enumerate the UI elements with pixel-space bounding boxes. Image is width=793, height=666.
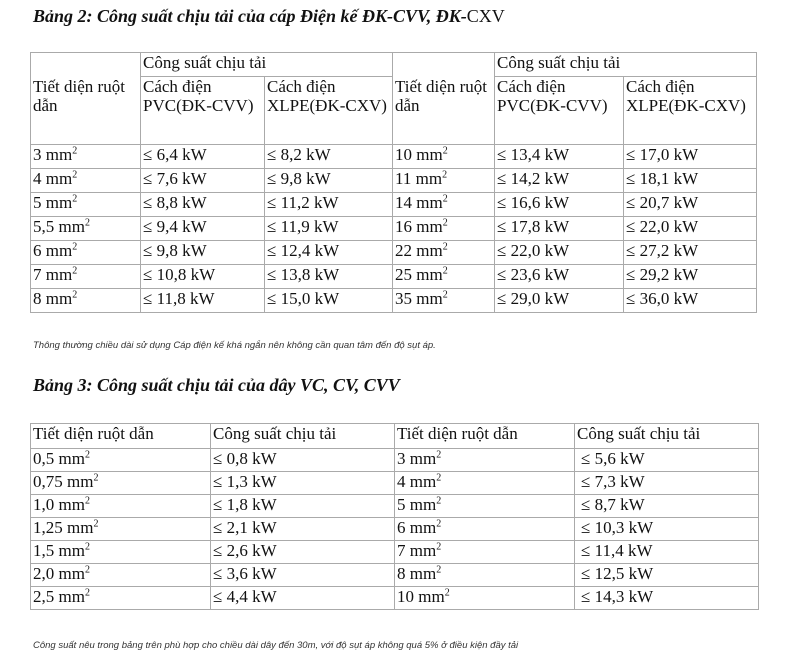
table2-xlpe-cell-left: ≤ 12,4 kW [265,241,393,265]
table2-header-xlpe-right: Cách điện XLPE(ĐK-CXV) [624,77,757,145]
table3-load-cell-right: ≤ 7,3 kW [575,472,759,495]
table3-size-cell-left-unit-exponent: 2 [84,587,90,599]
table2-xlpe-cell-right: ≤ 17,0 kW [624,145,757,169]
table2-size-cell-left [31,169,141,193]
table2-size-cell-left-value: 5,5 mm [33,217,85,236]
table2-size-cell-left-value: 4 mm [33,169,73,188]
table3-load-cell-left: ≤ 1,3 kW [211,472,395,495]
table2-xlpe-cell-left: ≤ 15,0 kW [265,289,393,313]
table3-row [31,495,759,518]
table2-pvc-cell-right: ≤ 13,4 kW [495,145,624,169]
table3-size-cell-right [395,564,575,587]
table2-size-cell-right-unit-exponent: 2 [442,289,448,301]
table3-row [31,518,759,541]
table3-size-cell-left [31,518,211,541]
table3-size-cell-left-value: 2,0 mm [33,564,85,583]
table3-load-cell-left: ≤ 1,8 kW [211,495,395,518]
table2 [30,52,757,313]
table3-load-cell-right: ≤ 14,3 kW [575,587,759,610]
table3-size-cell-left-value: 1,5 mm [33,541,85,560]
table3-row [31,472,759,495]
table2-header-pvc-right: Cách điện PVC(ĐK-CVV) [495,77,624,145]
table2-row [31,217,757,241]
table2-size-cell-right-value: 11 mm [395,169,443,188]
table3-load-cell-right: ≤ 12,5 kW [575,564,759,587]
table3-size-cell-right [395,495,575,518]
table2-header-size-left: Tiết diện ruột dẫn [31,53,141,145]
table2-size-cell-left [31,193,141,217]
table2-size-cell-right-unit-exponent: 2 [442,241,448,253]
table3-load-cell-right: ≤ 11,4 kW [575,541,759,564]
table2-size-cell-right-value: 35 mm [395,289,443,308]
table2-pvc-cell-left: ≤ 11,8 kW [141,289,265,313]
table2-size-cell-left-unit-exponent: 2 [72,145,78,157]
table3-size-cell-left [31,587,211,610]
table2-size-cell-left-value: 3 mm [33,145,73,164]
table3-size-cell-right-unit-exponent: 2 [436,564,442,576]
table2-pvc-cell-left: ≤ 9,4 kW [141,217,265,241]
table2-size-cell-right-unit-exponent: 2 [442,145,448,157]
table2-size-cell-right-unit-exponent: 2 [442,193,448,205]
table3-load-cell-right: ≤ 5,6 kW [575,449,759,472]
table3-size-cell-right [395,587,575,610]
table3-size-cell-right-unit-exponent: 2 [436,495,442,507]
table2-title [33,6,505,27]
table2-pvc-cell-right: ≤ 16,6 kW [495,193,624,217]
table2-size-cell-left-unit-exponent: 2 [84,217,90,229]
table2-size-cell-right [393,217,495,241]
table2-row [31,241,757,265]
table2-xlpe-cell-right: ≤ 29,2 kW [624,265,757,289]
table2-row [31,169,757,193]
table2-size-cell-right [393,241,495,265]
table3-title: Bảng 3: Công suất chịu tải của dây VC, CV, CVV [33,375,400,395]
table2-note: Thông thường chiều dài sử dụng Cáp điện kế khá ngắn nên không cần quan tâm đến độ sụt áp. [33,340,436,351]
table3-size-cell-left-unit-exponent: 2 [84,495,90,507]
table2-xlpe-cell-right: ≤ 22,0 kW [624,217,757,241]
table2-title-bold: Bảng 2: Công suất chịu tải của cáp Điện kế ĐK-CVV, ĐK- [33,6,467,26]
table2-group-header-left: Công suất chịu tải [141,53,393,77]
table2-size-cell-right [393,145,495,169]
table2-size-cell-right [393,289,495,313]
table3-size-cell-right-unit-exponent: 2 [436,449,442,461]
table2-header-pvc-left: Cách điện PVC(ĐK-CVV) [141,77,265,145]
table3-header-load-left: Công suất chịu tải [211,424,395,449]
table3-size-cell-left-value: 1,25 mm [33,518,94,537]
table3-size-cell-right-unit-exponent: 2 [436,518,442,530]
table2-xlpe-cell-left: ≤ 11,9 kW [265,217,393,241]
table2-size-cell-right-unit-exponent: 2 [442,265,448,277]
table2-pvc-cell-left: ≤ 8,8 kW [141,193,265,217]
table2-size-cell-right-value: 16 mm [395,217,443,236]
table2-header-size-right: Tiết diện ruột dẫn [393,53,495,145]
table3 [30,423,759,610]
table2-size-cell-right [393,265,495,289]
table2-title-plain: CXV [466,6,505,26]
table2-pvc-cell-right: ≤ 17,8 kW [495,217,624,241]
table3-size-cell-left-value: 0,75 mm [33,472,94,491]
table2-size-cell-left-value: 7 mm [33,265,73,284]
table2-size-cell-right [393,193,495,217]
table2-pvc-cell-left: ≤ 7,6 kW [141,169,265,193]
table2-size-cell-left [31,145,141,169]
table2-xlpe-cell-right: ≤ 36,0 kW [624,289,757,313]
table2-size-cell-left-unit-exponent: 2 [72,169,78,181]
table2-size-cell-left-value: 6 mm [33,241,73,260]
table2-body [31,145,757,313]
table2-size-cell-right-value: 14 mm [395,193,443,212]
table2-pvc-cell-left: ≤ 9,8 kW [141,241,265,265]
table3-size-cell-right-value: 8 mm [397,564,437,583]
table3-size-cell-right [395,472,575,495]
table2-row [31,289,757,313]
table2-pvc-cell-right: ≤ 29,0 kW [495,289,624,313]
table2-xlpe-cell-left: ≤ 8,2 kW [265,145,393,169]
table3-size-cell-left-unit-exponent: 2 [84,449,90,461]
table2-row [31,193,757,217]
table3-load-cell-left: ≤ 2,1 kW [211,518,395,541]
table3-header-load-right: Công suất chịu tải [575,424,759,449]
table2-size-cell-right-unit-exponent: 2 [442,217,448,229]
table2-xlpe-cell-right: ≤ 20,7 kW [624,193,757,217]
table3-size-cell-left-unit-exponent: 2 [93,518,99,530]
table3-header-row [31,424,759,449]
table2-xlpe-cell-left: ≤ 13,8 kW [265,265,393,289]
table3-size-cell-right-value: 10 mm [397,587,445,606]
table3-size-cell-left-value: 1,0 mm [33,495,85,514]
table2-pvc-cell-right: ≤ 22,0 kW [495,241,624,265]
table3-load-cell-left: ≤ 0,8 kW [211,449,395,472]
table3-load-cell-left: ≤ 4,4 kW [211,587,395,610]
table3-size-cell-left-value: 0,5 mm [33,449,85,468]
table3-size-cell-right-value: 4 mm [397,472,437,491]
table3-header-size-right: Tiết diện ruột dẫn [395,424,575,449]
table2-pvc-cell-left: ≤ 10,8 kW [141,265,265,289]
table3-size-cell-right-value: 3 mm [397,449,437,468]
table3-size-cell-left-unit-exponent: 2 [84,541,90,553]
table2-pvc-cell-left: ≤ 6,4 kW [141,145,265,169]
table3-load-cell-right: ≤ 10,3 kW [575,518,759,541]
table2-pvc-cell-right: ≤ 14,2 kW [495,169,624,193]
table3-row [31,587,759,610]
table3-row [31,449,759,472]
table3-size-cell-left-unit-exponent: 2 [84,564,90,576]
table2-size-cell-left [31,217,141,241]
table2-size-cell-right-value: 25 mm [395,265,443,284]
table3-size-cell-right-unit-exponent: 2 [444,587,450,599]
table2-size-cell-left-value: 5 mm [33,193,73,212]
table3-size-cell-left-unit-exponent: 2 [93,472,99,484]
table2-size-cell-left [31,265,141,289]
table3-body [31,449,759,610]
table2-size-cell-right [393,169,495,193]
table3-size-cell-left [31,449,211,472]
table2-size-cell-left-unit-exponent: 2 [72,289,78,301]
table3-size-cell-right-value: 6 mm [397,518,437,537]
table3-size-cell-left [31,495,211,518]
table3-size-cell-right [395,518,575,541]
table2-header-xlpe-left: Cách điện XLPE(ĐK-CXV) [265,77,393,145]
table3-size-cell-left [31,472,211,495]
table2-row [31,265,757,289]
table3-size-cell-right-unit-exponent: 2 [436,472,442,484]
table2-size-cell-left-unit-exponent: 2 [72,265,78,277]
table3-load-cell-left: ≤ 2,6 kW [211,541,395,564]
table2-row [31,145,757,169]
table3-load-cell-left: ≤ 3,6 kW [211,564,395,587]
table3-row [31,541,759,564]
table2-xlpe-cell-left: ≤ 9,8 kW [265,169,393,193]
table2-xlpe-cell-left: ≤ 11,2 kW [265,193,393,217]
table2-size-cell-left [31,289,141,313]
table2-size-cell-left-unit-exponent: 2 [72,241,78,253]
table2-size-cell-left-unit-exponent: 2 [72,193,78,205]
table2-size-cell-right-unit-exponent: 2 [442,169,448,181]
table3-size-cell-left [31,541,211,564]
table2-size-cell-left [31,241,141,265]
table3-load-cell-right: ≤ 8,7 kW [575,495,759,518]
table3-size-cell-left [31,564,211,587]
table3-size-cell-right-value: 5 mm [397,495,437,514]
table3-header-size-left: Tiết diện ruột dẫn [31,424,211,449]
table2-size-cell-right-value: 22 mm [395,241,443,260]
table2-xlpe-cell-right: ≤ 27,2 kW [624,241,757,265]
table3-size-cell-right [395,541,575,564]
table2-size-cell-right-value: 10 mm [395,145,443,164]
table2-pvc-cell-right: ≤ 23,6 kW [495,265,624,289]
table2-size-cell-left-value: 8 mm [33,289,73,308]
table2-group-header-row [31,53,757,77]
table3-size-cell-right [395,449,575,472]
table3-size-cell-right-value: 7 mm [397,541,437,560]
table3-size-cell-right-unit-exponent: 2 [436,541,442,553]
table2-group-header-right: Công suất chịu tải [495,53,757,77]
table3-note: Công suất nêu trong bảng trên phù hợp cho chiều dài dây đến 30m, với độ sụt áp không quá 5% ở điều kiện đầy tải [33,640,519,651]
table2-xlpe-cell-right: ≤ 18,1 kW [624,169,757,193]
table3-row [31,564,759,587]
table3-size-cell-left-value: 2,5 mm [33,587,85,606]
